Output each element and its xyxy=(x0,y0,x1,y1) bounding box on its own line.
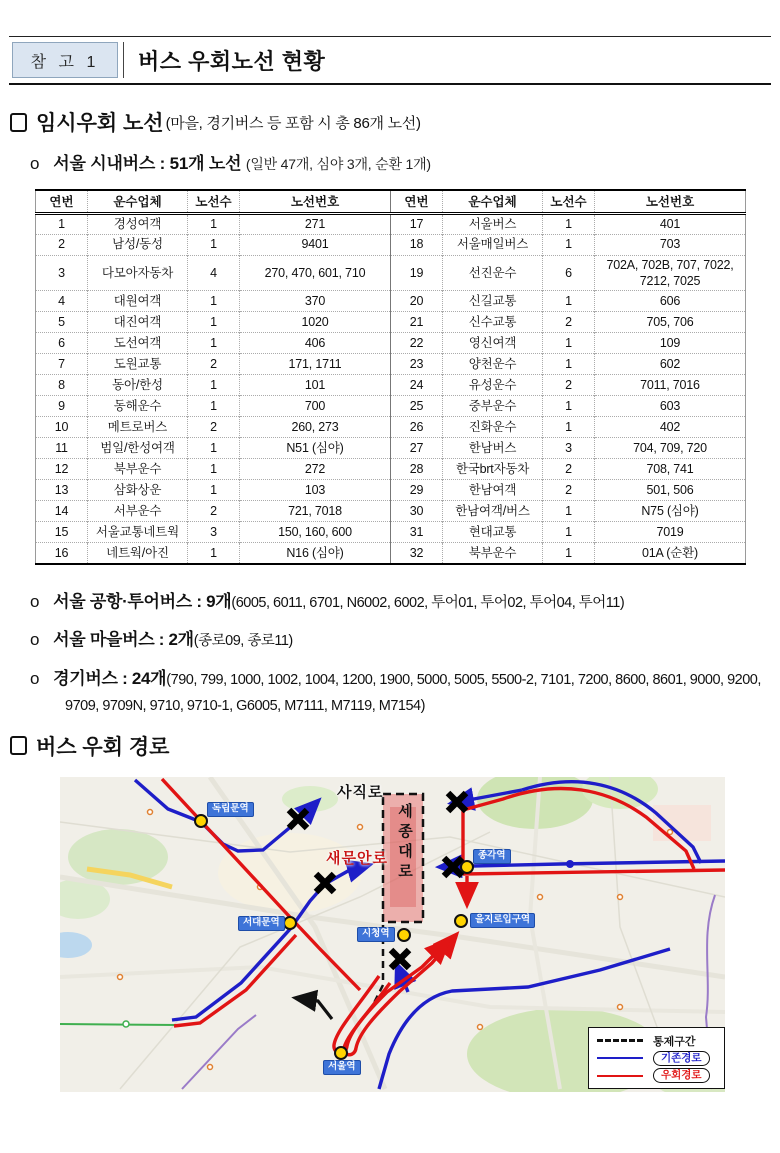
operator: 진화운수 xyxy=(443,417,543,438)
station-marker xyxy=(455,915,467,927)
route-count: 1 xyxy=(543,396,595,417)
bus-table-body xyxy=(36,213,746,564)
serial-no: 23 xyxy=(391,354,443,375)
legend-label: 우회경로 xyxy=(653,1068,710,1083)
legend-existing-route xyxy=(597,1050,716,1066)
route-numbers: 606 xyxy=(595,291,746,312)
bullet-marker: o xyxy=(30,154,40,173)
route-numbers: 103 xyxy=(240,480,391,501)
red-line-sample xyxy=(597,1075,643,1077)
route-count: 3 xyxy=(543,438,595,459)
route-numbers: 704, 709, 720 xyxy=(595,438,746,459)
route-numbers: 401 xyxy=(595,213,746,234)
route-count: 1 xyxy=(188,234,240,255)
operator: 한남버스 xyxy=(443,438,543,459)
serial-no: 16 xyxy=(36,543,88,564)
serial-no: 12 xyxy=(36,459,88,480)
road-label-saemunan-ro: 새문안로 xyxy=(326,849,388,867)
route-count: 3 xyxy=(188,522,240,543)
col-header-serial: 연번 xyxy=(391,190,443,213)
route-count: 4 xyxy=(188,255,240,291)
table-row xyxy=(36,312,746,333)
table-row xyxy=(36,354,746,375)
table-row xyxy=(36,543,746,564)
route-numbers: 101 xyxy=(240,375,391,396)
serial-no: 22 xyxy=(391,333,443,354)
route-count: 1 xyxy=(543,213,595,234)
bullet-marker: o xyxy=(30,591,40,611)
airport-tour-bus-label: 서울 공항·투어버스 : 9개 xyxy=(53,591,232,611)
route-count: 2 xyxy=(543,375,595,396)
table-row xyxy=(36,501,746,522)
route-numbers: 603 xyxy=(595,396,746,417)
route-count: 1 xyxy=(188,333,240,354)
route-numbers: 260, 273 xyxy=(240,417,391,438)
route-count: 2 xyxy=(543,480,595,501)
legend-label: 기존경로 xyxy=(653,1051,710,1066)
serial-no: 17 xyxy=(391,213,443,234)
blue-line-sample xyxy=(597,1057,643,1059)
route-count: 2 xyxy=(543,312,595,333)
legend-control-section xyxy=(597,1033,716,1049)
serial-no: 24 xyxy=(391,375,443,396)
bullet-marker: o xyxy=(30,630,40,650)
table-row xyxy=(36,417,746,438)
legend-label: 통제구간 xyxy=(653,1035,696,1048)
serial-no: 11 xyxy=(36,438,88,459)
route-numbers: 9401 xyxy=(240,234,391,255)
route-numbers: 171, 1711 xyxy=(240,354,391,375)
seoul-city-bus-line xyxy=(30,149,780,174)
operator: 선진운수 xyxy=(443,255,543,291)
serial-no: 9 xyxy=(36,396,88,417)
table-row xyxy=(36,333,746,354)
header-divider xyxy=(123,42,124,78)
operator: 도원교통 xyxy=(88,354,188,375)
gyeonggi-bus-routes: (790, 799, 1000, 1002, 1004, 1200, 1900, 5000, 5005, 5500-2, 7101, 7200, 8600, 8601, 9000, 9200, 9709, 9709N, 9710, 9710-1, G6005, M7111, M7119, M7154) xyxy=(65,672,761,714)
section-heading-detour-map xyxy=(10,731,780,761)
route-count: 1 xyxy=(188,291,240,312)
serial-no: 20 xyxy=(391,291,443,312)
station-label-dongnimmun: 독립문역 xyxy=(207,802,254,817)
operator: 동해운수 xyxy=(88,396,188,417)
operator: 동아/한성 xyxy=(88,375,188,396)
operator: 대원여객 xyxy=(88,291,188,312)
route-numbers: 721, 7018 xyxy=(240,501,391,522)
route-count: 1 xyxy=(188,543,240,564)
station-marker xyxy=(461,861,473,873)
route-numbers: 1020 xyxy=(240,312,391,333)
operator: 삼화상운 xyxy=(88,480,188,501)
route-numbers: 270, 470, 601, 710 xyxy=(240,255,391,291)
route-count: 2 xyxy=(188,354,240,375)
airport-tour-bus-line xyxy=(0,589,780,615)
serial-no: 4 xyxy=(36,291,88,312)
operator: 한남여객/버스 xyxy=(443,501,543,522)
station-marker xyxy=(195,815,207,827)
serial-no: 18 xyxy=(391,234,443,255)
serial-no: 31 xyxy=(391,522,443,543)
operator: 다모아자동차 xyxy=(88,255,188,291)
serial-no: 10 xyxy=(36,417,88,438)
route-numbers: 271 xyxy=(240,213,391,234)
operator: 메트로버스 xyxy=(88,417,188,438)
village-bus-line xyxy=(0,627,780,653)
operator: 유성운수 xyxy=(443,375,543,396)
map-legend xyxy=(588,1027,725,1089)
bus-route-table xyxy=(35,189,746,565)
serial-no: 15 xyxy=(36,522,88,543)
operator: 현대교통 xyxy=(443,522,543,543)
route-count: 1 xyxy=(188,480,240,501)
route-numbers: 703 xyxy=(595,234,746,255)
col-header-operator: 운수업체 xyxy=(443,190,543,213)
operator: 서울매일버스 xyxy=(443,234,543,255)
route-count: 1 xyxy=(543,354,595,375)
route-numbers: 109 xyxy=(595,333,746,354)
section-title-note: (마을, 경기버스 등 포함 시 총 86개 노선) xyxy=(165,114,421,132)
serial-no: 13 xyxy=(36,480,88,501)
station-marker xyxy=(284,917,296,929)
checkbox-icon xyxy=(10,736,27,755)
route-count: 6 xyxy=(543,255,595,291)
detour-route-map xyxy=(60,777,725,1092)
route-count: 1 xyxy=(188,213,240,234)
route-count: 1 xyxy=(543,234,595,255)
serial-no: 29 xyxy=(391,480,443,501)
bullet-marker: o xyxy=(30,669,40,688)
route-count: 1 xyxy=(543,291,595,312)
operator: 신길교통 xyxy=(443,291,543,312)
route-count: 1 xyxy=(188,459,240,480)
route-numbers: N51 (심야) xyxy=(240,438,391,459)
station-label-jonggak: 종각역 xyxy=(473,849,511,864)
station-label-seoul-station: 서울역 xyxy=(323,1060,361,1075)
serial-no: 6 xyxy=(36,333,88,354)
operator: 네트웍/아진 xyxy=(88,543,188,564)
serial-no: 1 xyxy=(36,213,88,234)
legend-detour-route xyxy=(597,1068,716,1084)
village-bus-label: 서울 마을버스 : 2개 xyxy=(53,630,194,650)
station-marker xyxy=(335,1047,347,1059)
serial-no: 5 xyxy=(36,312,88,333)
serial-no: 19 xyxy=(391,255,443,291)
route-numbers: 01A (순환) xyxy=(595,543,746,564)
route-count: 1 xyxy=(188,375,240,396)
operator: 영신여객 xyxy=(443,333,543,354)
operator: 서울버스 xyxy=(443,213,543,234)
route-count: 2 xyxy=(188,417,240,438)
route-numbers: 501, 506 xyxy=(595,480,746,501)
serial-no: 8 xyxy=(36,375,88,396)
col-header-routes: 노선번호 xyxy=(595,190,746,213)
seoul-city-bus-note: (일반 47개, 심야 3개, 순환 1개) xyxy=(245,156,431,172)
table-row xyxy=(36,255,746,291)
route-numbers: 402 xyxy=(595,417,746,438)
serial-no: 30 xyxy=(391,501,443,522)
route-numbers: 700 xyxy=(240,396,391,417)
route-numbers: 708, 741 xyxy=(595,459,746,480)
operator: 대진여객 xyxy=(88,312,188,333)
operator: 서부운수 xyxy=(88,501,188,522)
reference-badge: 참 고 1 xyxy=(12,42,118,78)
route-numbers: 602 xyxy=(595,354,746,375)
operator: 신수교통 xyxy=(443,312,543,333)
station-label-euljiro-ipgu: 을지로입구역 xyxy=(470,913,535,928)
seoul-city-bus-label: 서울 시내버스 : 51개 노선 xyxy=(53,154,242,173)
route-count: 2 xyxy=(543,459,595,480)
route-count: 2 xyxy=(188,501,240,522)
gyeonggi-bus-label: 경기버스 : 24개 xyxy=(53,669,167,688)
operator: 중부운수 xyxy=(443,396,543,417)
serial-no: 14 xyxy=(36,501,88,522)
operator: 양천운수 xyxy=(443,354,543,375)
serial-no: 26 xyxy=(391,417,443,438)
table-row xyxy=(36,213,746,234)
route-numbers: 7019 xyxy=(595,522,746,543)
table-row xyxy=(36,480,746,501)
serial-no: 2 xyxy=(36,234,88,255)
col-header-count: 노선수 xyxy=(188,190,240,213)
serial-no: 7 xyxy=(36,354,88,375)
table-row xyxy=(36,291,746,312)
col-header-serial: 연번 xyxy=(36,190,88,213)
serial-no: 32 xyxy=(391,543,443,564)
operator: 경성여객 xyxy=(88,213,188,234)
operator: 북부운수 xyxy=(443,543,543,564)
route-numbers: 272 xyxy=(240,459,391,480)
station-label-city-hall: 시청역 xyxy=(357,927,395,942)
route-numbers: N75 (심야) xyxy=(595,501,746,522)
page-title: 버스 우회노선 현황 xyxy=(138,48,326,74)
checkbox-icon xyxy=(10,113,27,132)
route-numbers: 150, 160, 600 xyxy=(240,522,391,543)
table-row xyxy=(36,438,746,459)
route-numbers: 7011, 7016 xyxy=(595,375,746,396)
serial-no: 21 xyxy=(391,312,443,333)
table-row xyxy=(36,522,746,543)
bullet-list xyxy=(0,589,780,718)
route-count: 1 xyxy=(188,438,240,459)
col-header-routes: 노선번호 xyxy=(240,190,391,213)
operator: 남성/동성 xyxy=(88,234,188,255)
road-label-sejong-daero: 세종대로 xyxy=(396,802,413,883)
village-bus-routes: (종로09, 종로11) xyxy=(193,633,293,650)
route-count: 1 xyxy=(188,312,240,333)
route-count: 1 xyxy=(543,522,595,543)
operator: 도선여객 xyxy=(88,333,188,354)
gyeonggi-bus-line xyxy=(0,666,780,718)
route-count: 1 xyxy=(543,501,595,522)
table-row xyxy=(36,234,746,255)
dashed-line-sample xyxy=(597,1039,643,1042)
col-header-count: 노선수 xyxy=(543,190,595,213)
section-title: 임시우회 노선 xyxy=(36,112,164,135)
header-rule xyxy=(9,83,771,85)
reference-header xyxy=(0,37,780,83)
serial-no: 3 xyxy=(36,255,88,291)
operator: 범일/한성여객 xyxy=(88,438,188,459)
table-row xyxy=(36,396,746,417)
document-page xyxy=(0,36,780,1153)
table-row xyxy=(36,375,746,396)
route-count: 1 xyxy=(188,396,240,417)
route-count: 1 xyxy=(543,543,595,564)
route-numbers: 406 xyxy=(240,333,391,354)
route-numbers: 702A, 702B, 707, 7022, 7212, 7025 xyxy=(595,255,746,291)
operator: 서울교통네트웍 xyxy=(88,522,188,543)
station-marker xyxy=(398,929,410,941)
route-numbers: 370 xyxy=(240,291,391,312)
route-numbers: 705, 706 xyxy=(595,312,746,333)
operator: 한남여객 xyxy=(443,480,543,501)
col-header-operator: 운수업체 xyxy=(88,190,188,213)
operator: 북부운수 xyxy=(88,459,188,480)
serial-no: 25 xyxy=(391,396,443,417)
section-title: 버스 우회 경로 xyxy=(36,735,170,759)
station-label-seodaemun: 서대문역 xyxy=(238,916,285,931)
airport-tour-bus-routes: (6005, 6011, 6701, N6002, 6002, 투어01, 투어02, 투어04, 투어11) xyxy=(231,594,625,611)
route-count: 1 xyxy=(543,333,595,354)
road-label-sajik-ro: 사직로 xyxy=(337,783,384,801)
table-header-row xyxy=(36,190,746,213)
serial-no: 27 xyxy=(391,438,443,459)
serial-no: 28 xyxy=(391,459,443,480)
section-heading-temporary-routes xyxy=(10,107,780,137)
operator: 한국brt자동차 xyxy=(443,459,543,480)
route-numbers: N16 (심야) xyxy=(240,543,391,564)
table-row xyxy=(36,459,746,480)
route-count: 1 xyxy=(543,417,595,438)
